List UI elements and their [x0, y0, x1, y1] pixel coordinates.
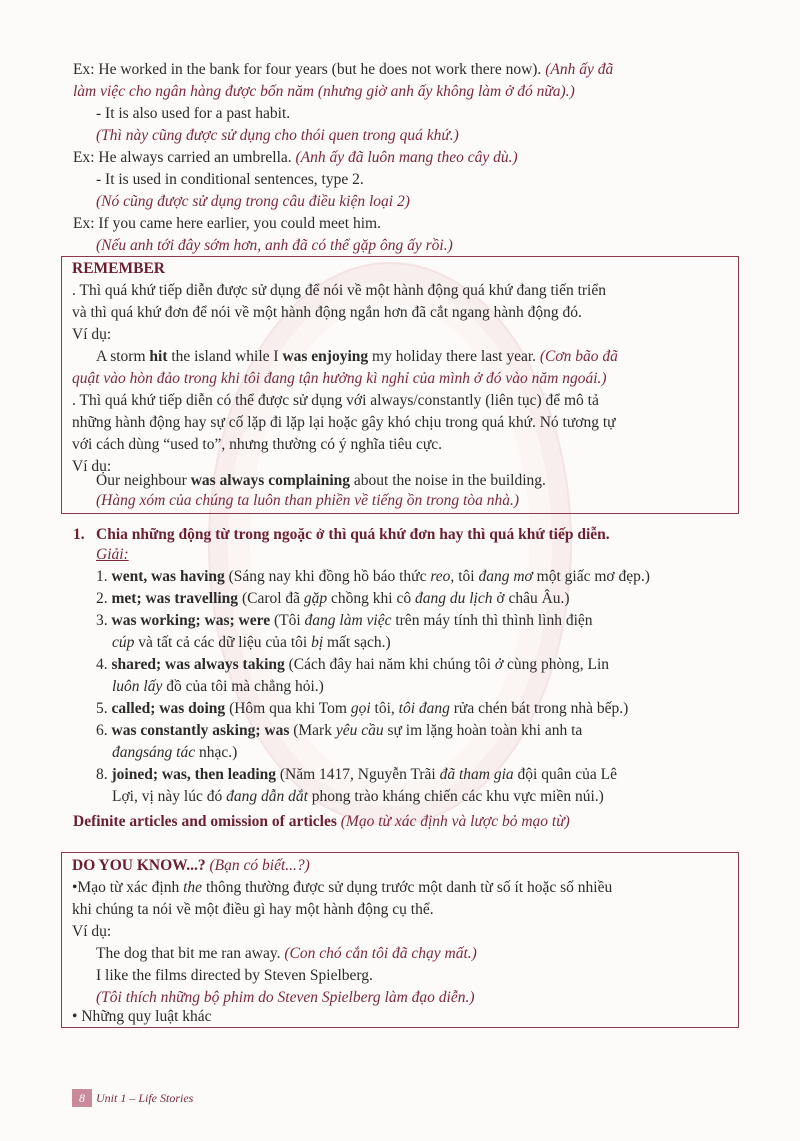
remember-title: REMEMBER	[72, 260, 165, 277]
intro-example-3: Ex: If you came here earlier, you could meet him.	[73, 215, 381, 232]
answer-item: 5. called; was doing (Hôm qua khi Tom gọi tôi, tôi đang rửa chén bát trong nhà bếp.)	[96, 700, 629, 717]
intro-example-1-translation: làm việc cho ngân hàng được bốn năm (nhưng giờ anh ấy không làm ở đó nữa).)	[73, 83, 575, 100]
answer-item: 1. went, was having (Sáng nay khi đồng hồ báo thức reo, tôi đang mơ một giấc mơ đẹp.)	[96, 568, 650, 585]
do-you-know-example-1: The dog that bit me ran away. (Con chó cắn tôi đã chạy mất.)	[96, 945, 477, 962]
remember-paragraph-1b: và thì quá khứ đơn để nói về một hành động ngắn hơn đã cắt ngang hành động đó.	[72, 304, 582, 321]
page-number: 8	[72, 1089, 92, 1107]
answer-item: 4. shared; was always taking (Cách đây hai năm khi chúng tôi ở cùng phòng, Lin	[96, 656, 610, 673]
remember-example-1: A storm hit the island while I was enjoying my holiday there last year. (Cơn bão đã	[96, 348, 618, 365]
remember-paragraph-2c: với cách dùng “used to”, nhưng thường có ý nghĩa tiêu cực.	[72, 436, 443, 453]
remember-paragraph-2b: những hành động hay sự cố lặp đi lặp lại hoặc gây khó chịu trong quá khứ. Nó tương tự	[72, 414, 616, 431]
remember-example-label-2: Ví dụ:	[72, 458, 112, 475]
do-you-know-title: DO YOU KNOW...? (Bạn có biết...?)	[72, 857, 310, 874]
exercise-number: 1.	[73, 526, 85, 543]
answer-item-continuation: luôn lấy đồ của tôi mà chẳng hỏi.)	[112, 678, 324, 695]
footer-unit-title: Unit 1 – Life Stories	[96, 1091, 194, 1105]
do-you-know-paragraph-1a: •Mạo từ xác định the thông thường được sử dụng trước một danh từ số ít hoặc số nhiều	[72, 879, 613, 896]
remember-paragraph-1a: . Thì quá khứ tiếp diễn được sử dụng để nói về một hành động quá khứ đang tiến triển	[72, 282, 606, 299]
intro-habit-rule: - It is also used for a past habit.	[96, 105, 291, 122]
do-you-know-other-rules: • Những quy luật khác	[72, 1008, 212, 1025]
answer-item-continuation: cúp và tất cả các dữ liệu của tôi bị mất sạch.)	[112, 634, 391, 651]
remember-example-1-translation: quật vào hòn đảo trong khi tôi đang tận hưởng kì nghỉ của mình ở đó vào năm ngoái.)	[72, 370, 607, 387]
remember-example-2: Our neighbour was always complaining about the noise in the building.	[96, 472, 546, 489]
exercise-solution-label: Giải:	[96, 546, 129, 563]
answer-item: 2. met; was travelling (Carol đã gặp chồng khi cô đang du lịch ở châu Âu.)	[96, 590, 570, 607]
do-you-know-example-2: I like the films directed by Steven Spielberg.	[96, 967, 373, 984]
articles-heading: Definite articles and omission of articles (Mạo từ xác định và lược bỏ mạo từ)	[73, 813, 570, 830]
intro-conditional-translation: (Nó cũng được sử dụng trong câu điều kiện loại 2)	[96, 193, 410, 210]
answer-item: 8. joined; was, then leading (Năm 1417, Nguyễn Trãi đã tham gia đội quân của Lê	[96, 766, 617, 783]
answer-item-continuation: Lợi, vị này lúc đó đang dẫn dắt phong trào kháng chiến các khu vực miền núi.)	[112, 788, 604, 805]
intro-example-3-translation: (Nếu anh tới đây sớm hơn, anh đã có thể gặp ông ấy rồi.)	[96, 237, 453, 254]
remember-example-label-1: Ví dụ:	[72, 326, 112, 343]
remember-example-2-translation: (Hàng xóm của chúng ta luôn than phiền về tiếng ồn trong tòa nhà.)	[96, 492, 520, 509]
intro-example-1: Ex: He worked in the bank for four years (but he does not work there now). (Anh ấy đã	[73, 61, 614, 78]
remember-paragraph-2a: . Thì quá khứ tiếp diễn có thể được sử dụng với always/constantly (liên tục) để mô tả	[72, 392, 599, 409]
answer-item-continuation: đangsáng tác nhạc.)	[112, 744, 238, 761]
answer-item: 3. was working; was; were (Tôi đang làm việc trên máy tính thì thình lình điện	[96, 612, 593, 629]
do-you-know-example-2-translation: (Tôi thích những bộ phim do Steven Spielberg làm đạo diễn.)	[96, 989, 475, 1006]
intro-example-2: Ex: He always carried an umbrella. (Anh ấy đã luôn mang theo cây dù.)	[73, 149, 518, 166]
answer-item: 6. was constantly asking; was (Mark yêu cầu sự im lặng hoàn toàn khi anh ta	[96, 722, 583, 739]
exercise-title: Chia những động từ trong ngoặc ở thì quá khứ đơn hay thì quá khứ tiếp diễn.	[96, 526, 610, 543]
do-you-know-example-label: Ví dụ:	[72, 923, 112, 940]
intro-habit-translation: (Thì này cũng được sử dụng cho thói quen trong quá khứ.)	[96, 127, 459, 144]
do-you-know-paragraph-1b: khi chúng ta nói về một điều gì hay một hành động cụ thể.	[72, 901, 434, 918]
intro-conditional-rule: - It is used in conditional sentences, type 2.	[96, 171, 364, 188]
